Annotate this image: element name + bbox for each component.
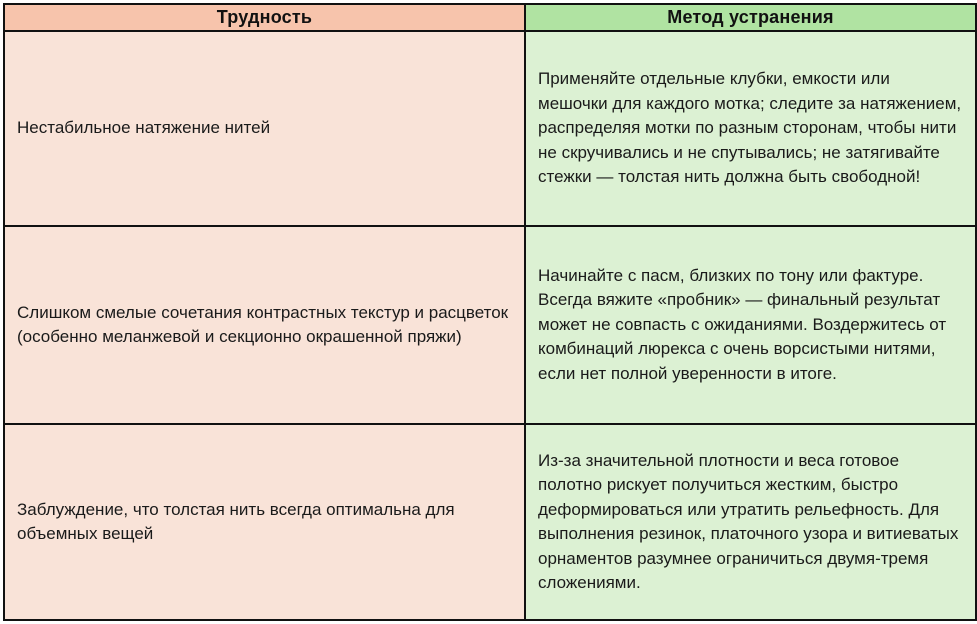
solution-cell: Из-за значительной плотности и веса готовое полотно рискует получиться жестким, быстро деформироваться или утратить рельефность. Для выполнения резинок, платочного узора и витиеватых орнаментов разумнее ограничиться двумя-тремя сложениями. bbox=[525, 424, 976, 620]
table-header bbox=[4, 4, 976, 31]
table-body bbox=[4, 31, 976, 620]
solution-cell: Применяйте отдельные клубки, емкости или мешочки для каждого мотка; следите за натяжением, распределяя мотки по разным сторонам, чтобы нити не скручивались и не спутывались; не затягивайте стежки — толстая нить должна быть свободной! bbox=[525, 31, 976, 226]
problem-cell: Нестабильное натяжение нитей bbox=[4, 31, 525, 226]
difficulties-table bbox=[3, 3, 977, 621]
problem-cell: Слишком смелые сочетания контрастных текстур и расцветок (особенно меланжевой и секционно окрашенной пряжи) bbox=[4, 226, 525, 424]
table-row bbox=[4, 424, 976, 620]
table-row bbox=[4, 31, 976, 226]
solution-cell: Начинайте с пасм, близких по тону или фактуре. Всегда вяжите «пробник» — финальный результат может не совпасть с ожиданиями. Воздержитесь от комбинаций люрекса с очень ворсистыми нитями, если нет полной уверенности в итоге. bbox=[525, 226, 976, 424]
header-row bbox=[4, 4, 976, 31]
header-solution-method: Метод устранения bbox=[525, 4, 976, 31]
problem-cell: Заблуждение, что толстая нить всегда оптимальна для объемных вещей bbox=[4, 424, 525, 620]
header-difficulty: Трудность bbox=[4, 4, 525, 31]
table-row bbox=[4, 226, 976, 424]
